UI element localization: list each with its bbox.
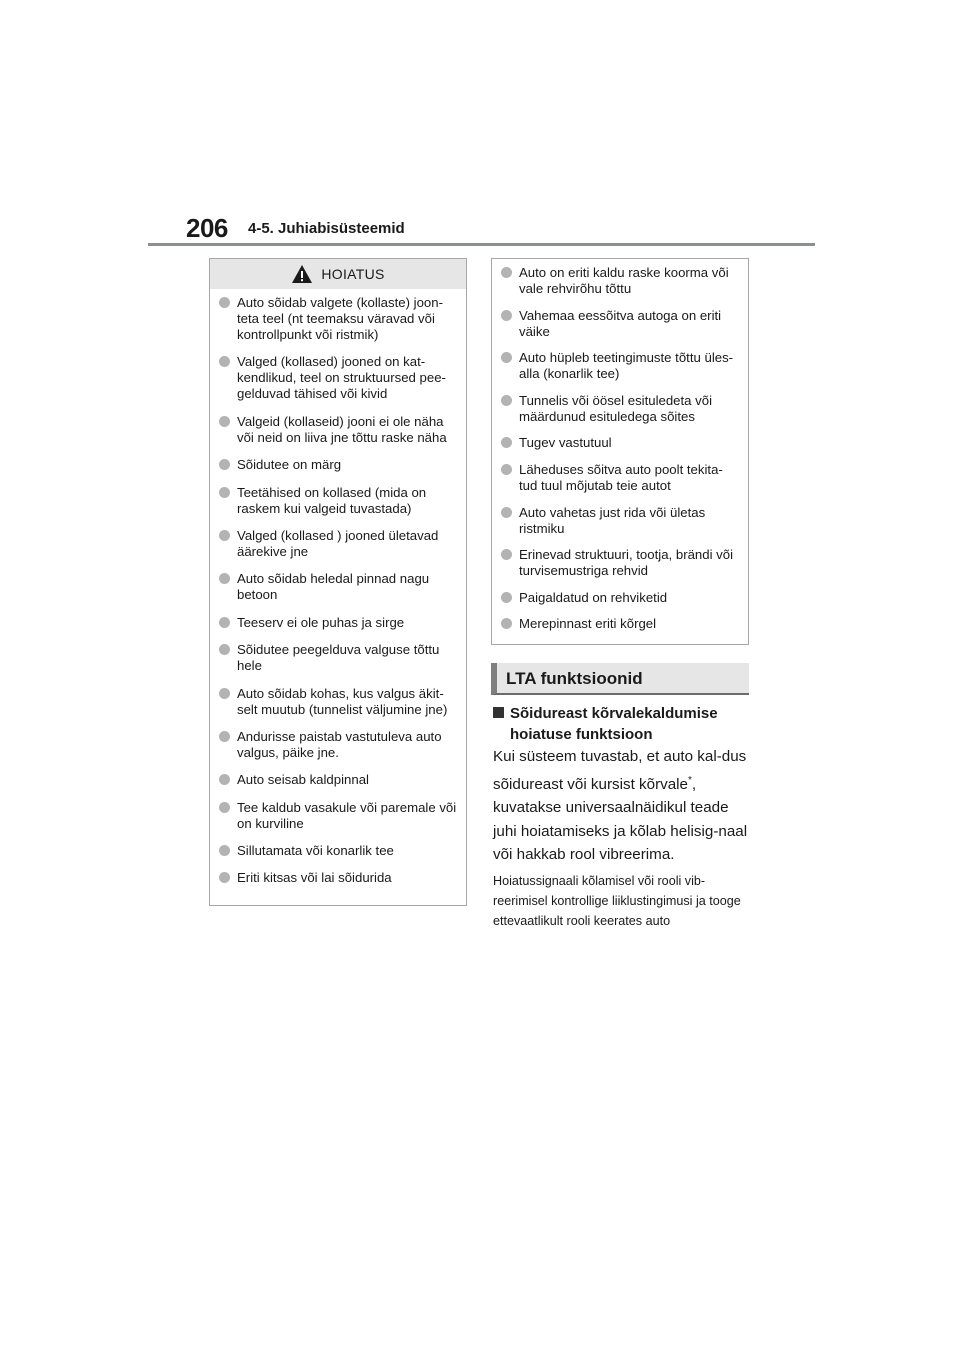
- bullet-icon: [501, 352, 512, 363]
- bullet-icon: [219, 459, 230, 470]
- warning-triangle-icon: [291, 264, 313, 284]
- continuation-list: [501, 265, 741, 643]
- warning-item-text: Auto sõidab valgete (kollaste) joon-teta teel (nt teemaksu väravad või kontrollpunkt või ristmik): [237, 295, 443, 342]
- bullet-icon: [219, 731, 230, 742]
- bullet-icon: [501, 549, 512, 560]
- continuation-item: [501, 435, 741, 451]
- warning-item-text: Teeserv ei ole puhas ja sirge: [237, 614, 405, 630]
- warning-item: [219, 571, 459, 603]
- continuation-item: [501, 350, 741, 382]
- continuation-item: [501, 308, 741, 340]
- footnote-mark: *: [687, 774, 692, 786]
- continuation-item-text: Vahemaa eessõitva autoga on eriti väike: [519, 307, 722, 339]
- bullet-icon: [219, 774, 230, 785]
- warning-item: [219, 354, 459, 402]
- bullet-icon: [219, 644, 230, 655]
- warning-item-text: Auto seisab kaldpinnal: [237, 772, 369, 788]
- warning-continuation-box: [491, 258, 749, 645]
- warning-item-text: Sõidutee on märg: [237, 457, 342, 473]
- warning-item: [219, 729, 459, 761]
- lta-body-before: Kui süsteem tuvastab, et auto kal-dus sõidureast või kursist kõrvale: [493, 748, 747, 793]
- bullet-icon: [501, 395, 512, 406]
- bullet-icon: [501, 618, 512, 629]
- lta-subheading-text: Sõidureast kõrvalekaldumise hoiatuse funktsioon: [510, 705, 718, 743]
- lta-body-text: [493, 745, 749, 867]
- bullet-icon: [501, 507, 512, 518]
- warning-item: [219, 843, 459, 859]
- bullet-icon: [501, 592, 512, 603]
- bullet-icon: [501, 464, 512, 475]
- warning-item: [219, 615, 459, 631]
- continuation-item-text: Merepinnast eriti kõrgel: [519, 616, 657, 632]
- warning-item-text: Valged (kollased) jooned on kat-kendlikud, teel on struktuursed pee-gelduvad tähised või kivid: [237, 354, 446, 402]
- warning-item: [219, 772, 459, 788]
- square-bullet-icon: [493, 707, 504, 718]
- bullet-icon: [501, 267, 512, 278]
- continuation-item: [501, 393, 741, 425]
- page-number: 206: [186, 213, 228, 243]
- warning-item-text: Teetähised on kollased (mida on raskem kui valgeid tuvastada): [237, 484, 427, 516]
- warning-item: [219, 642, 459, 674]
- lta-section-heading: [491, 663, 749, 695]
- bullet-icon: [219, 688, 230, 699]
- warning-item: [219, 528, 459, 560]
- continuation-item-text: Tugev vastutuul: [519, 435, 612, 451]
- warning-item-text: Valged (kollased ) jooned ületavad äärekive jne: [237, 527, 439, 559]
- continuation-item-text: Auto on eriti kaldu raske koorma või vale rehvirõhu tõttu: [519, 265, 729, 296]
- warning-item: [219, 800, 459, 832]
- continuation-item: [501, 590, 741, 606]
- warning-item: [219, 686, 459, 718]
- warning-item: [219, 485, 459, 517]
- bullet-icon: [219, 617, 230, 628]
- warning-item-text: Auto sõidab kohas, kus valgus äkit-selt muutub (tunnelist väljumine jne): [237, 685, 448, 717]
- continuation-item: [501, 505, 741, 537]
- bullet-icon: [219, 845, 230, 856]
- warning-item: [219, 295, 459, 343]
- bullet-icon: [219, 872, 230, 883]
- bullet-icon: [219, 573, 230, 584]
- warning-box: [209, 258, 467, 906]
- warning-list: [219, 295, 459, 898]
- bullet-icon: [219, 487, 230, 498]
- continuation-item: [501, 462, 741, 494]
- warning-item-text: Sõidutee peegelduva valguse tõttu hele: [237, 642, 440, 674]
- continuation-item-text: Läheduses sõitva auto poolt tekita-tud tuul mõjutab teie autot: [519, 461, 723, 493]
- bullet-icon: [219, 802, 230, 813]
- lta-heading-text: LTA funktsioonid: [506, 669, 643, 688]
- section-title: 4-5. Juhiabisüsteemid: [248, 220, 405, 237]
- warning-item: [219, 870, 459, 886]
- lta-body-after: , kuvatakse universaalnäidikul teade juhi hoiatamiseks ja kõlab helisig-naal või hakkab rool vibreerima.: [493, 775, 748, 864]
- warning-header: [210, 259, 466, 289]
- warning-item-text: Eriti kitsas või lai sõidurida: [237, 870, 392, 886]
- warning-item-text: Tee kaldub vasakule või paremale või on kurviline: [237, 799, 457, 831]
- continuation-item-text: Erinevad struktuuri, tootja, brändi või turvisemustriga rehvid: [519, 547, 734, 579]
- warning-item: [219, 414, 459, 446]
- continuation-item-text: Tunnelis või öösel esituledeta või määrdunud esituledega sõites: [519, 392, 713, 424]
- continuation-item-text: Auto vahetas just rida või ületas ristmiku: [519, 504, 706, 536]
- warning-item: [219, 457, 459, 473]
- header-rule: [148, 243, 815, 246]
- warning-title: HOIATUS: [321, 266, 385, 282]
- continuation-item-text: Auto hüpleb teetingimuste tõttu üles-alla (konarlik tee): [519, 350, 734, 382]
- bullet-icon: [219, 297, 230, 308]
- bullet-icon: [219, 356, 230, 367]
- bullet-icon: [219, 530, 230, 541]
- warning-item-text: Valgeid (kollaseid) jooni ei ole näha või neid on liiva jne tõttu raske näha: [237, 413, 447, 445]
- warning-item-text: Sillutamata või konarlik tee: [237, 843, 394, 859]
- warning-item-text: Auto sõidab heledal pinnad nagu betoon: [237, 571, 430, 603]
- lta-subheading: [493, 703, 749, 745]
- continuation-item: [501, 265, 741, 297]
- continuation-item: [501, 616, 741, 632]
- bullet-icon: [219, 416, 230, 427]
- bullet-icon: [501, 437, 512, 448]
- continuation-item: [501, 547, 741, 579]
- warning-item-text: Andurisse paistab vastutuleva auto valgus, päike jne.: [237, 728, 442, 760]
- bullet-icon: [501, 310, 512, 321]
- lta-note-text: Hoiatussignaali kõlamisel või rooli vib-reerimisel kontrollige liiklustingimusi ja tooge ettevaatlikult rooli keerates auto: [493, 874, 741, 928]
- continuation-item-text: Paigaldatud on rehviketid: [519, 589, 668, 605]
